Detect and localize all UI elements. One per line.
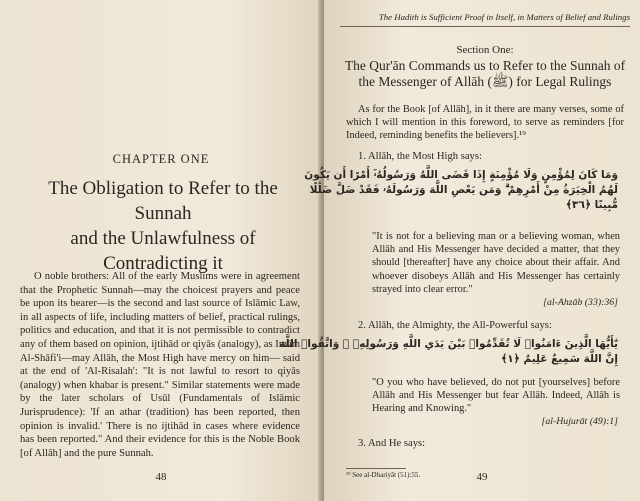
item-2-citation: [al-Hujurāt (49):1] [541,416,618,427]
section-label: Section One: [456,44,514,56]
item-1-arabic [304,168,618,213]
item-1-arabic-line3: مُّبِينًا ﴿٣٦﴾ [565,199,618,211]
item-3-label: 3. And He says: [358,438,426,449]
left-page-number: 48 [155,471,167,483]
chapter-title-line2: and the Unlawfulness of Contradicting it [70,228,256,274]
item-1-quote: "It is not for a believing man or a believing woman, when Allāh and His Messenger have decided a matter, that they should [thereafter] have any choice about their affair. And whoever disobeys Allāh and His Messenger has certainly strayed into clear error." [372,231,620,295]
section-title-line1: The Qur'ān Commands us to Refer to the Sunnah of [344,58,626,73]
footnote-rule [346,468,406,469]
intro-paragraph: As for the Book [of Allāh], in it there are many verses, some of which I will mention in this foreword, to serve as reminders [for Indeed, reminding benefits the believers].¹⁹ [346,104,624,142]
section-title-line2: the Messenger of Allāh (ﷺ) for Legal Rulings [358,74,612,89]
item-1-arabic-line2: لَهُمُ الْخِيَرَةُ مِنْ أَمْرِهِمْ ۗ وَمَن يَعْصِ اللَّهَ وَرَسُولَهُۥ فَقَدْ ضَلَّ ضَلَٰلًا [309,184,618,196]
footnote: ¹⁹ See al-Dhariyāt (51):55. [346,471,421,479]
right-page-number: 49 [476,471,488,483]
item-2-quote: "O you who have believed, do not put [yourselves] before Allāh and His Messenger but fear Allāh. Indeed, Allāh is Hearing and Knowing." [372,377,620,415]
item-2-arabic-line1: يَٰٓأَيُّهَا الَّذِينَ ءَامَنُوا۟ لَا تُقَدِّمُوا۟ بَيْنَ يَدَىِ اللَّهِ وَرَسُولِهِۦ ۖ وَاتَّقُوا۟ اللَّهَ [279,338,618,350]
item-1-arabic-line1: وَمَا كَانَ لِمُؤْمِنٍ وَلَا مُؤْمِنَةٍ إِذَا قَضَى اللَّهُ وَرَسُولُهُۥٓ أَمْرًا أَن يَكُونَ [304,169,618,181]
left-body-text: O noble brothers: All of the early Muslims were in agreement that the Prophetic Sunnah—may the choicest prayers and peace be upon its bearer—is the second and last source of Islāmic Law, in all aspects of life, including matters of belief, practical rulings, politics and education, and that it is not permissible to contradict any of them based on opinion, ijtihād or qiyās (analogy), as Imām Al-Shāfi'i—may Allāh, the Most High have mercy on him— said at the end of 'Al-Risalah': "It is not lawful to resort to qiyās (analogy) when khabar is present." Similar statements were made by the later scholars of Usūl (Fundamentals of Islāmic Jurisprudence): 'If an athar (tradition) has been reported, then opinion is invalid.' There is no ijtihād in cases where evidence has been reported." And their evidence for this is the Noble Book [of Allāh] and the pure Sunnah. [20,271,300,459]
item-2-arabic-line2: إِنَّ اللَّهَ سَمِيعٌ عَلِيمٌ ﴿١﴾ [501,353,618,365]
item-1-citation: [al-Ahzāb (33):36] [543,297,618,308]
running-head: The Hadith is Sufficient Proof in Itself, in Matters of Belief and Rulings [340,8,630,27]
chapter-title [18,176,308,276]
chapter-label: CHAPTER ONE [112,152,210,166]
item-1-label: 1. Allāh, the Most High says: [358,151,482,162]
chapter-title-line1: The Obligation to Refer to the Sunnah [48,178,278,224]
section-title [340,58,630,90]
item-2-label: 2. Allāh, the Almighty, the All-Powerful says: [358,320,552,331]
item-2-arabic [279,337,618,367]
